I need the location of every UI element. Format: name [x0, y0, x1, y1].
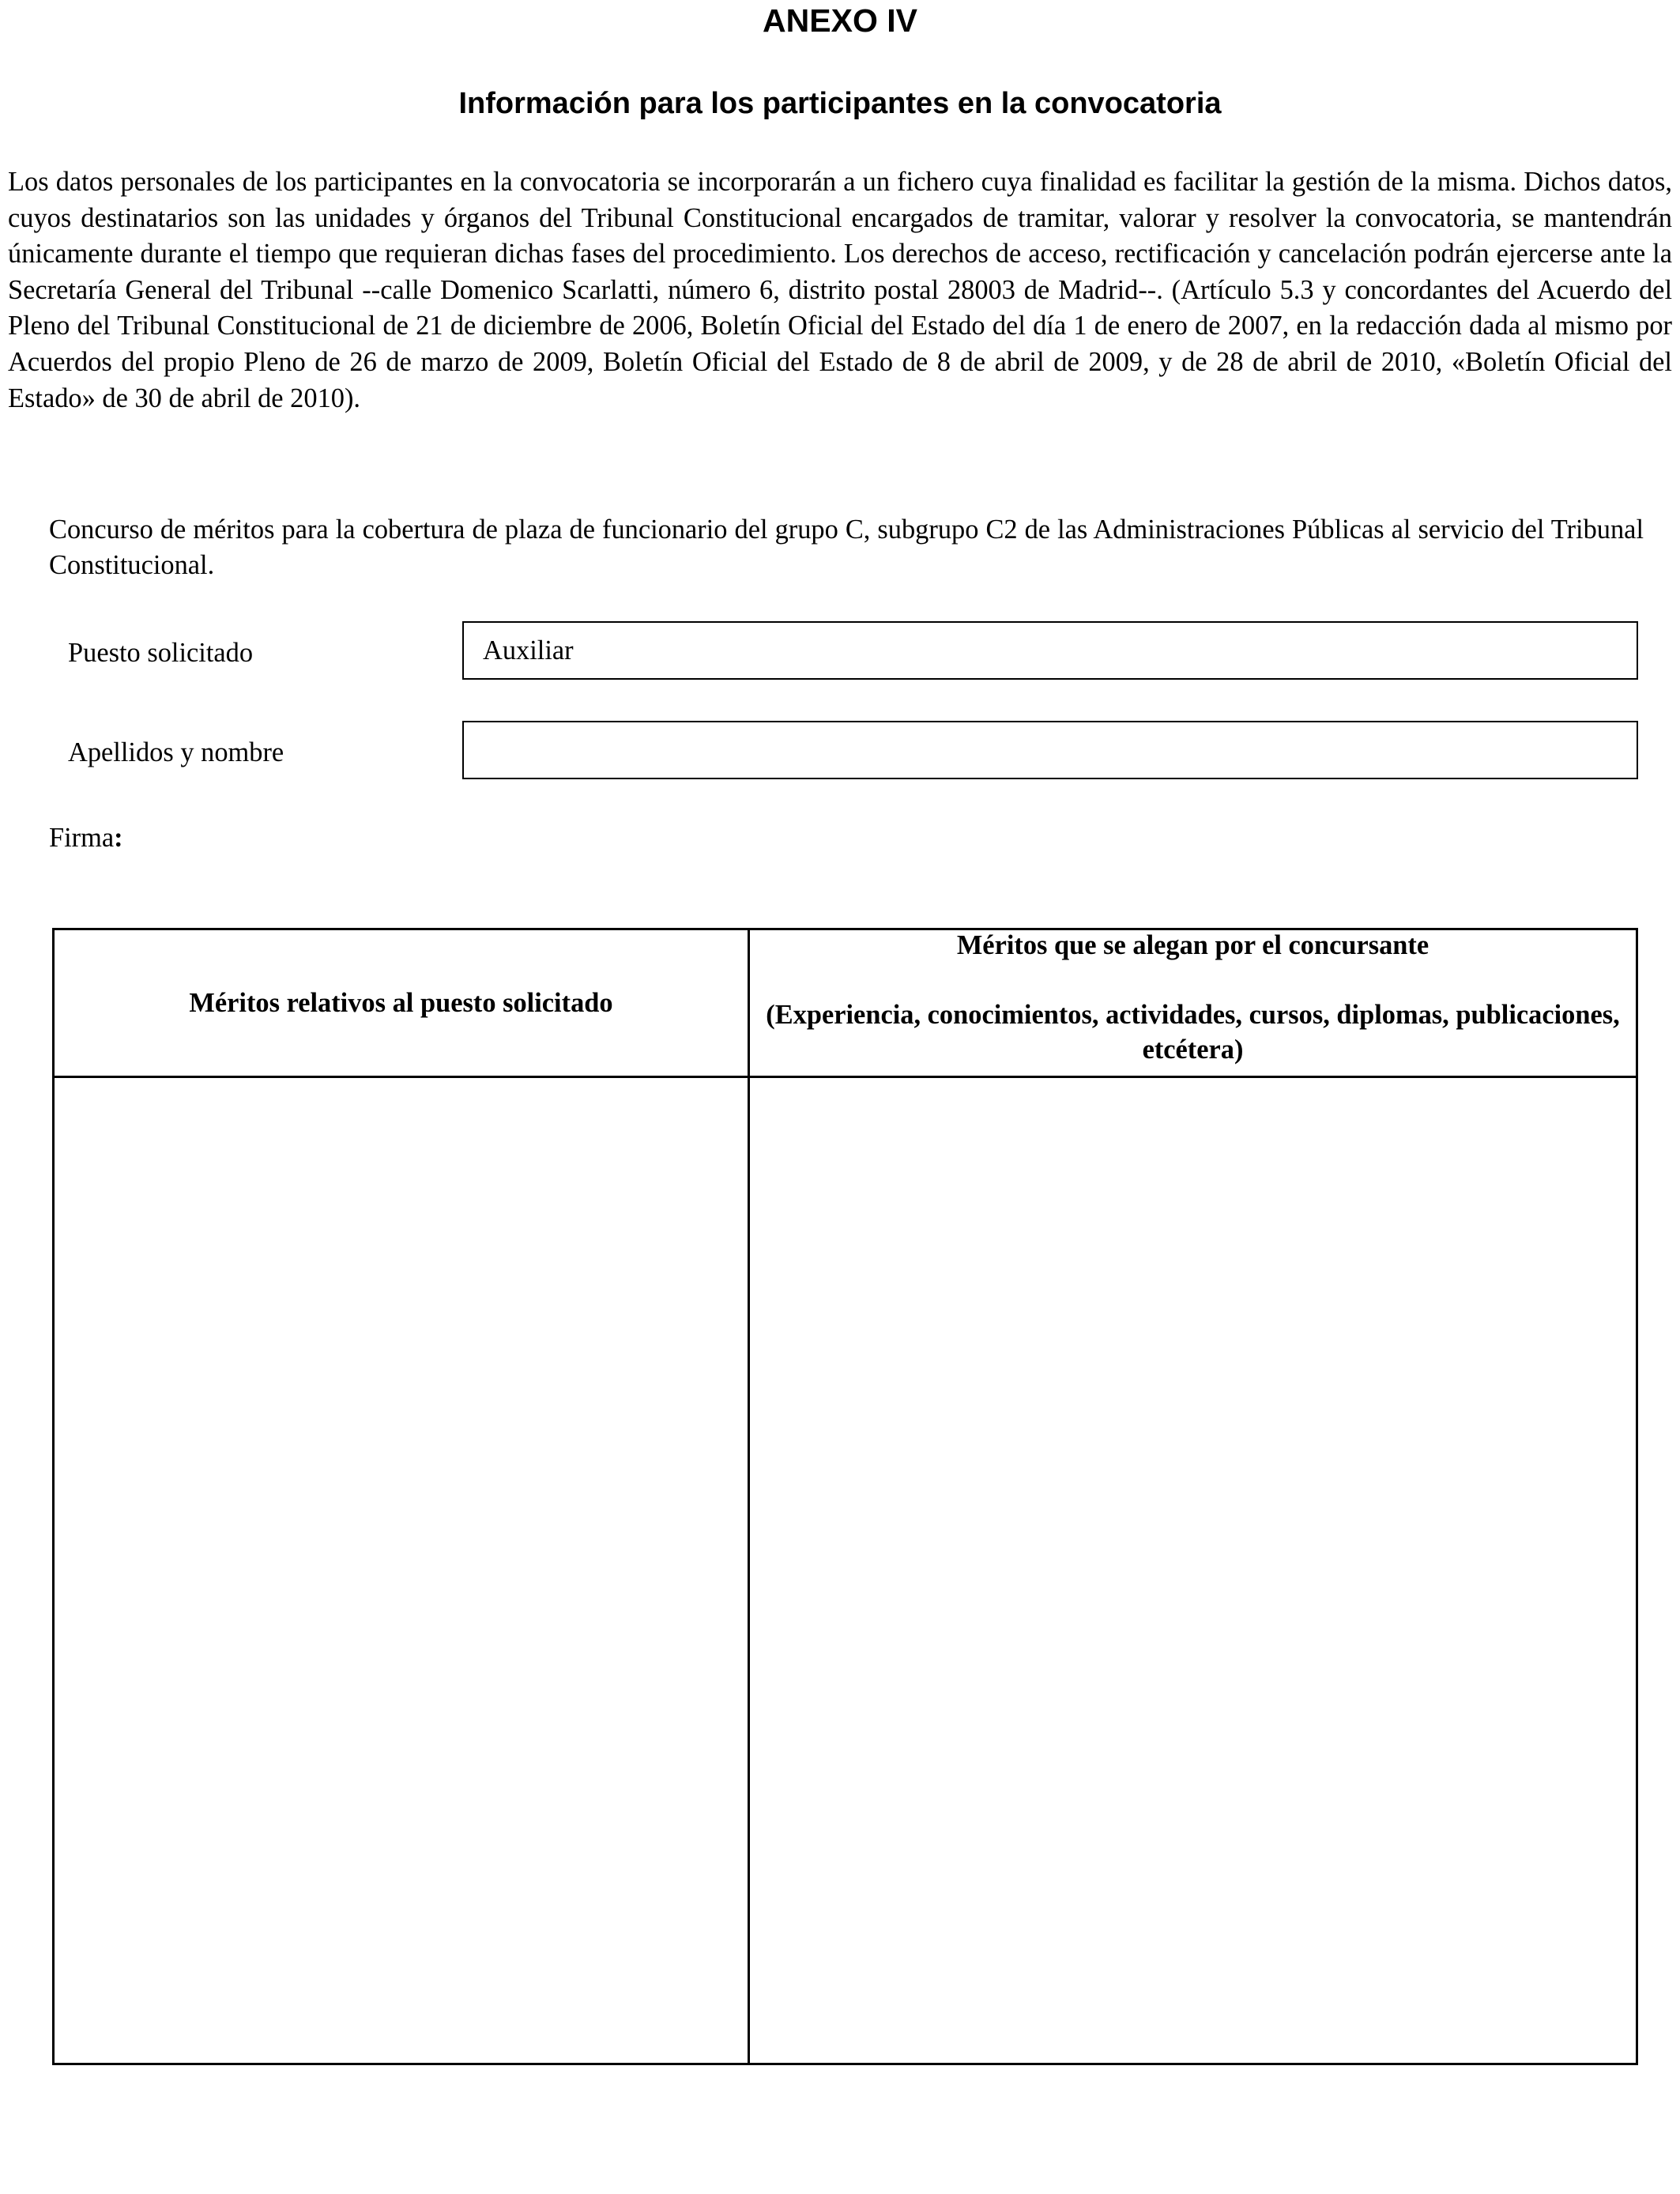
info-title: Información para los participantes en la convocatoria — [458, 87, 1222, 120]
merits-table-header-row — [54, 929, 1637, 1077]
signature-colon: : — [114, 823, 123, 853]
merits-left-cell[interactable] — [54, 1077, 749, 2064]
merits-right-cell[interactable] — [749, 1077, 1637, 2064]
name-field[interactable] — [462, 721, 1638, 779]
merits-right-header-line2: (Experiencia, conocimientos, actividades, cursos, diplomas, publicaciones, etcétera) — [766, 1000, 1620, 1065]
name-label: Apellidos y nombre — [68, 737, 284, 767]
merits-table — [52, 928, 1638, 2065]
merits-right-header-content — [750, 928, 1636, 1067]
merits-left-header-text: Méritos relativos al puesto solicitado — [189, 988, 613, 1018]
privacy-notice: Los datos personales de los participantes en la convocatoria se incorporarán a un fichero cuya finalidad es facilitar la gestión de la misma. Dichos datos, cuyos destinatarios son las unidades y órganos del Tribunal Constitucional encargados de tramitar, valorar y resolver la convocatoria, se mantendrán únicamente durante el tiempo que requieran dichas fases del procedimiento. Los derechos de acceso, rectificación y cancelación podrán ejercerse ante la Secretaría General del Tribunal --calle Domenico Scarlatti, número 6, distrito postal 28003 de Madrid--. (Artículo 5.3 y concordantes del Acuerdo del Pleno del Tribunal Constitucional de 21 de diciembre de 2006, Boletín Oficial del Estado del día 1 de enero de 2007, en la redacción dada al mismo por Acuerdos del propio Pleno de 26 de marzo de 2009, Boletín Oficial del Estado de 8 de abril de 2009, y de 28 de abril de 2010, «Boletín Oficial del Estado» de 30 de abril de 2010). — [8, 167, 1672, 413]
signature-label — [49, 820, 123, 855]
position-label: Puesto solicitado — [68, 638, 254, 668]
merits-right-header-gap — [750, 963, 1636, 997]
merits-left-header — [54, 929, 749, 1077]
signature-label-text: Firma — [49, 823, 115, 853]
merits-right-header — [749, 929, 1637, 1077]
merits-table-body-row — [54, 1077, 1637, 2064]
merits-right-header-line1: Méritos que se alegan por el concursante — [956, 930, 1430, 960]
annex-title: ANEXO IV — [763, 2, 917, 39]
contest-description: Concurso de méritos para la cobertura de plaza de funcionario del grupo C, subgrupo C2 de las Administraciones Públicas al servicio del Tribunal Constitucional. — [49, 515, 1644, 580]
position-field[interactable]: Auxiliar — [462, 621, 1638, 680]
